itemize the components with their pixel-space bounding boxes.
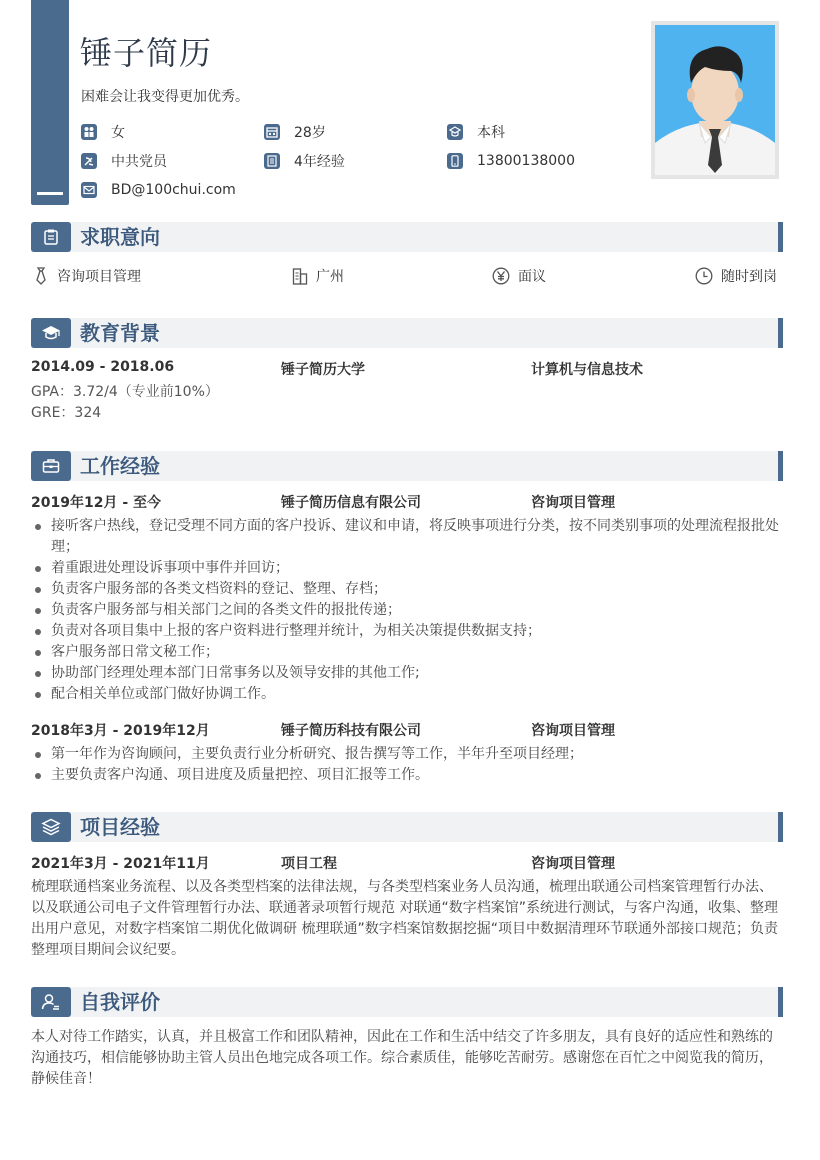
politics-value: 中共党员 [111, 154, 167, 170]
education-badge [31, 318, 71, 348]
work-badge [31, 451, 71, 481]
section-endbar [778, 812, 783, 842]
work-duties-1 [31, 516, 783, 705]
section-title-work: 工作经验 [80, 454, 160, 478]
section-title-self: 自我评价 [80, 990, 160, 1014]
section-endbar [778, 451, 783, 481]
clipboard-icon [42, 228, 60, 246]
accent-side-bar [31, 0, 69, 205]
yen-icon [492, 267, 510, 285]
education-gpa: GPA：3.72/4（专业前10%） [31, 384, 219, 400]
education-row [31, 359, 783, 379]
graduation-cap-icon [447, 124, 463, 140]
document-icon [264, 153, 280, 169]
work-role-1: 咨询项目管理 [531, 495, 615, 511]
project-role: 咨询项目管理 [531, 856, 615, 872]
work-row-2 [31, 720, 783, 740]
list-item: 配合相关单位或部门做好协调工作。 [31, 684, 783, 705]
intent-availability [695, 266, 777, 286]
gender-icon [81, 124, 97, 140]
info-education [447, 122, 505, 142]
calendar-icon [264, 124, 280, 140]
avatar-illustration [655, 25, 775, 175]
list-item: 负责对各项目集中上报的客户资料进行整理并统计，为相关决策提供数据支持； [31, 621, 783, 642]
gender-value: 女 [111, 125, 125, 141]
section-endbar [778, 987, 783, 1017]
work-period-2: 2018年3月 - 2019年12月 [31, 723, 210, 739]
list-item: 着重跟进处理设诉事项中事件并回访； [31, 558, 783, 579]
project-row [31, 853, 783, 873]
intent-availability-value: 随时到岗 [721, 269, 777, 285]
self-description: 本人对待工作踏实，认真，并且极富工作和团队精神，因此在工作和生活中结交了许多朋友，具有良好的适应性和熟练的沟通技巧，相信能够协助主管人员出色地完成各项工作。综合素质佳，能够吃苦耐劳。感谢您在百忙之中阅览我的简历，静候佳音！ [31, 1029, 773, 1087]
education-value: 本科 [477, 125, 505, 141]
work-row-1 [31, 492, 783, 512]
age-value: 28岁 [294, 125, 326, 141]
list-item: 第一年作为咨询顾问，主要负责行业分析研究、报告撰写等工作，半年升至项目经理； [31, 744, 783, 765]
list-item: 负责客户服务部与相关部门之间的各类文件的报批传递； [31, 600, 783, 621]
briefcase-icon [42, 458, 60, 474]
education-gre: GRE：324 [31, 405, 102, 421]
section-title-intent: 求职意向 [80, 225, 160, 249]
section-endbar [778, 318, 783, 348]
list-item: 接听客户热线，登记受理不同方面的客户投诉、建议和申请，将反映事项进行分类，按不同类别事项的处理流程报批处理； [31, 516, 783, 558]
avatar-photo [651, 21, 779, 179]
section-header-project [31, 812, 783, 842]
intent-city [292, 266, 344, 286]
building-icon [292, 267, 308, 285]
section-endbar [778, 222, 783, 252]
info-politics [81, 151, 167, 171]
info-email [81, 180, 236, 200]
info-phone [447, 151, 575, 171]
resume-motto: 困难会让我变得更加优秀。 [81, 89, 249, 105]
work-role-2: 咨询项目管理 [531, 723, 615, 739]
resume-name: 锤子简历 [80, 34, 213, 72]
tie-icon [33, 267, 49, 285]
education-major: 计算机与信息技术 [531, 362, 643, 378]
phone-icon [447, 153, 463, 169]
project-description: 梳理联通档案业务流程、以及各类型档案的法律法规，与各类型档案业务人员沟通，梳理出联通公司档案管理暂行办法、以及联通公司电子文件管理暂行办法、联通著录项暂行规范 对联通“数字档案馆”系统进行测试，与客户沟通，收集、整理出用户意见，对数字档案馆二期优化做调研 梳理联通”数字档案馆数据挖掘“项目中数据清理环节联通外部接口规范；负责整理项目期间会议纪要。 [31, 879, 778, 958]
email-value: BD@100chui.com [111, 182, 236, 198]
project-badge [31, 812, 71, 842]
section-title-project: 项目经验 [80, 815, 160, 839]
project-period: 2021年3月 - 2021年11月 [31, 856, 210, 872]
email-icon [81, 182, 97, 198]
phone-value: 13800138000 [477, 153, 575, 169]
intent-salary-value: 面议 [518, 269, 546, 285]
work-duties-2 [31, 744, 783, 786]
list-item: 客户服务部日常文秘工作； [31, 642, 783, 663]
section-header-self [31, 987, 783, 1017]
section-header-education [31, 318, 783, 348]
work-period-1: 2019年12月 - 至今 [31, 495, 162, 511]
section-title-education: 教育背景 [80, 321, 160, 345]
user-edit-icon [41, 993, 61, 1011]
education-period: 2014.09 - 2018.06 [31, 359, 175, 375]
intent-position-value: 咨询项目管理 [57, 269, 141, 285]
experience-value: 4年经验 [294, 154, 345, 170]
graduation-cap-icon [41, 324, 61, 342]
info-age [264, 122, 326, 142]
intent-position [33, 266, 141, 286]
self-badge [31, 987, 71, 1017]
intent-badge [31, 222, 71, 252]
work-company-2: 锤子简历科技有限公司 [281, 723, 421, 739]
party-emblem-icon [81, 153, 97, 169]
project-name: 项目工程 [281, 856, 337, 872]
intent-salary [492, 266, 546, 286]
layers-icon [41, 818, 61, 836]
info-gender [81, 122, 125, 142]
list-item: 主要负责客户沟通、项目进度及质量把控、项目汇报等工作。 [31, 765, 783, 786]
clock-icon [695, 267, 713, 285]
list-item: 协助部门经理处理本部门日常事务以及领导安排的其他工作; [31, 663, 783, 684]
section-header-work [31, 451, 783, 481]
list-item: 负责客户服务部的各类文档资料的登记、整理、存档； [31, 579, 783, 600]
info-experience [264, 151, 345, 171]
work-company-1: 锤子简历信息有限公司 [281, 495, 421, 511]
education-school: 锤子简历大学 [281, 362, 365, 378]
intent-city-value: 广州 [316, 269, 344, 285]
section-header-intent [31, 222, 783, 252]
accent-dash [37, 192, 63, 195]
